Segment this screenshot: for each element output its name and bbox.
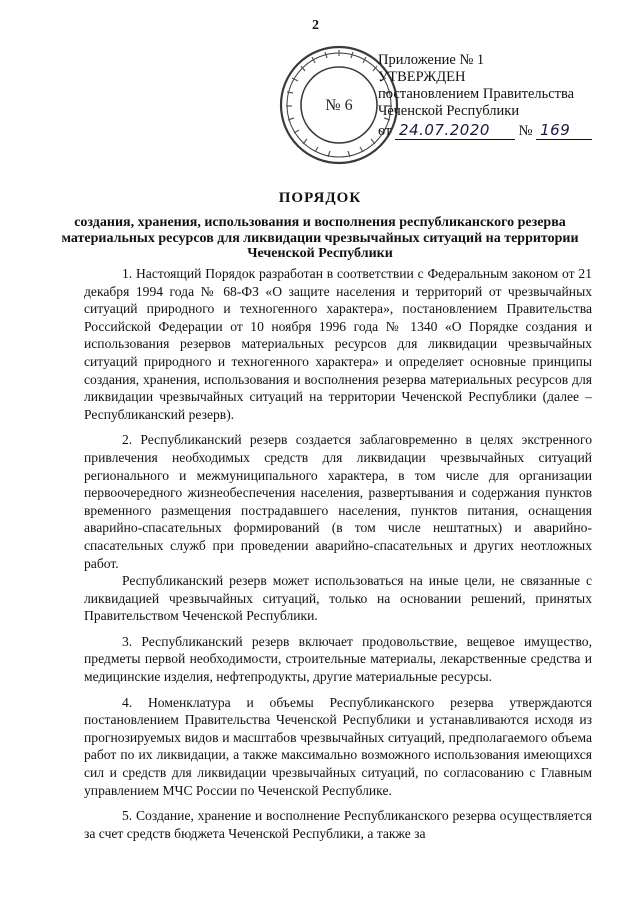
paragraph-5: 5. Создание, хранение и восполнение Республиканского резерва осуществляется за счет средств бюджета Чеченской Республики, а также за: [84, 808, 592, 841]
approved-label: УТВЕРЖДЕН: [378, 69, 466, 85]
paragraph-1: 1. Настоящий Порядок разработан в соответствии с Федеральным законом от 21 декабря 1994 года № 68-ФЗ «О защите населения и территорий от чрезвычайных ситуаций природного и техногенного характера», постановлением Правительства Российской Федерации от 10 ноября 1996 года № 1340 «О Порядке создания и использования резервов материальных ресурсов для ликвидации чрезвычайных ситуаций природного и техногенного характера» и определяет основные принципы создания, хранения, использования и восполнения резерва материальных ресурсов для ликвидации чрезвычайных ситуаций на территории Чеченской Республики (далее – Республиканский резерв).: [84, 266, 592, 422]
date-number-line: [378, 122, 592, 140]
number-prefix: №: [518, 123, 533, 139]
approved-by-line-1: постановлением Правительства: [378, 86, 575, 102]
approval-block: [378, 52, 592, 140]
paragraph-4: 4. Номенклатура и объемы Республиканского резерва утверждаются постановлением Правительства Чеченской Республики и устанавливаются исходя из прогнозируемых видов и масштабов чрезвычайных ситуаций, предполагаемого объема работ по их ликвидации, а также максимально возможного использования имеющихся сил и средств для ликвидации чрезвычайных ситуаций, по согласованию с Главным управлением МЧС России по Чеченской Республике.: [84, 694, 592, 798]
handwritten-number: 169: [536, 122, 592, 140]
seal-number: № 6: [325, 97, 353, 114]
handwritten-date: 24.07.2020: [395, 122, 515, 140]
paragraph-3: 3. Республиканский резерв включает продовольствие, вещевое имущество, предметы первой необходимости, строительные материалы, лекарственные средства и медицинские изделия, нефтепродукты, другие материальные ресурсы.: [84, 633, 592, 685]
appendix-label: Приложение № 1: [378, 52, 485, 68]
document-subtitle: создания, хранения, использования и восполнения республиканского резерва материальных ресурсов для ликвидации чрезвычайных ситуаций на территории Чеченской Республики: [61, 215, 579, 261]
title-block: [60, 190, 580, 262]
paragraph-2-continuation: Республиканский резерв может использоваться на иные цели, не связанные с ликвидацией чрезвычайных ситуаций, только на основании решений, принятых Правительством Чеченской Республики.: [84, 573, 592, 624]
approved-by-line-2: Чеченской Республики: [378, 103, 520, 119]
date-prefix: от: [378, 123, 392, 139]
document-body: [84, 265, 592, 850]
document-title: ПОРЯДОК: [278, 190, 362, 206]
paragraph-2: 2. Республиканский резерв создается заблаговременно в целях экстренного привлечения необходимых средств для ликвидации чрезвычайных ситуаций регионального и межмуниципального характера, в том числе для организации первоочередного жизнеобеспечения населения, развертывания и содержания пунктов временного размещения пострадавшего населения, пунктов питания, оснащения аварийно-спасательных формирований (в том числе нештатных) и аварийно-спасательных служб при проведении аварийно-спасательных и других неотложных работ.: [84, 432, 592, 571]
page-number: 2: [312, 18, 319, 33]
